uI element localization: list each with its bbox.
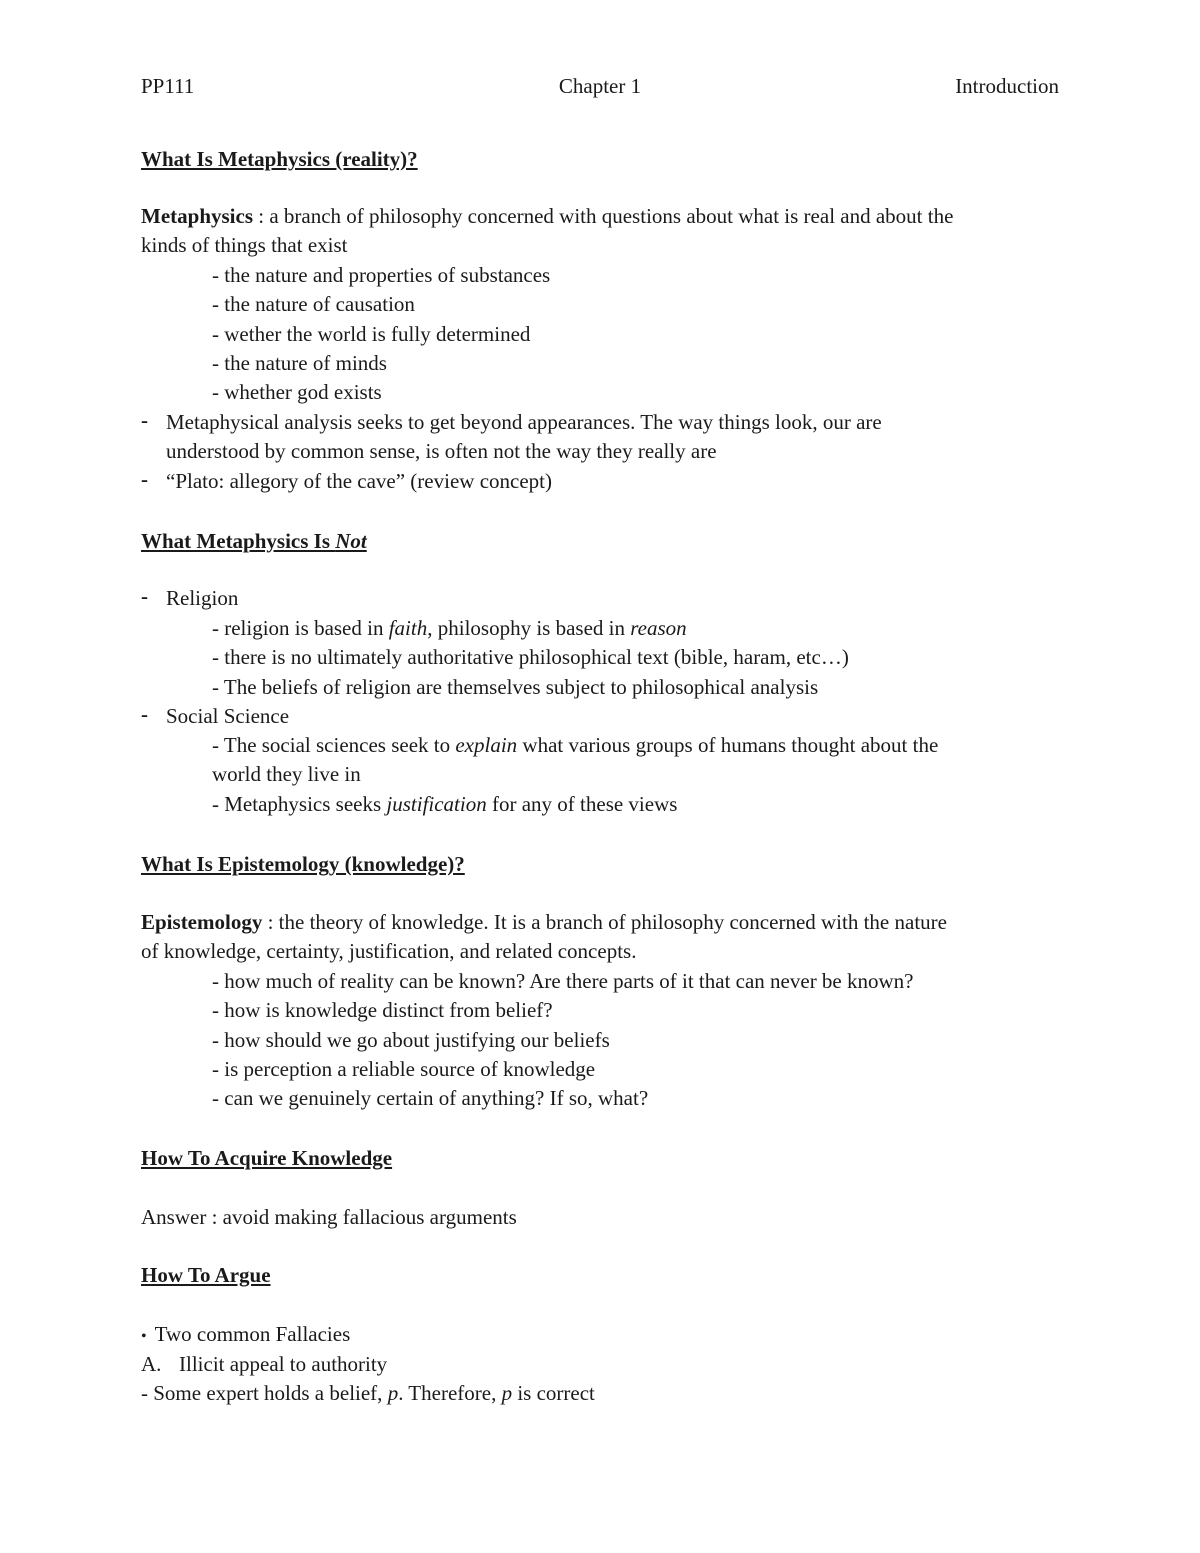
not-section-heading	[141, 527, 367, 555]
social-item-text: for any of these views	[486, 792, 678, 816]
religion-item-text: , philosophy is based in	[427, 616, 631, 640]
page-header	[141, 74, 1059, 102]
not-heading-text: What Metaphysics Is	[141, 529, 336, 553]
metaphysics-heading: What Is Metaphysics (reality)?	[141, 147, 418, 171]
example-text: . Therefore,	[398, 1381, 502, 1405]
religion-item: - The beliefs of religion are themselves subject to philosophical analysis	[212, 675, 819, 699]
acquire-heading: How To Acquire Knowledge	[141, 1146, 393, 1170]
dash-bullet: -	[141, 467, 148, 491]
religion-item	[212, 614, 687, 642]
fallacies-text: Two common Fallacies	[154, 1322, 351, 1346]
religion-item-text: - religion is based in	[212, 616, 389, 640]
epistemology-term: Epistemology	[141, 910, 263, 934]
religion-label: Religion	[166, 586, 239, 610]
social-item-text: - The social sciences seek to	[212, 733, 456, 757]
fallacy-a-line	[141, 1350, 387, 1378]
social-item	[212, 731, 938, 759]
epistemology-item: - how is knowledge distinct from belief?	[212, 998, 553, 1022]
p-variable: p	[501, 1381, 513, 1405]
chapter-label: Chapter 1	[558, 74, 642, 98]
metaphysics-item: - the nature of causation	[212, 292, 415, 316]
epistemology-item: - how should we go about justifying our beliefs	[212, 1028, 610, 1052]
acquire-answer: Answer : avoid making fallacious arguments	[141, 1205, 517, 1229]
social-item-text: what various groups of humans thought about the	[517, 733, 939, 757]
argue-heading: How To Argue	[141, 1263, 271, 1287]
dash-bullet: -	[141, 408, 148, 432]
explain-emphasis: explain	[455, 733, 518, 757]
metaphysics-item: - the nature and properties of substances	[212, 263, 551, 287]
epistemology-heading: What Is Epistemology (knowledge)?	[141, 852, 465, 876]
dash-bullet: -	[141, 584, 148, 608]
fallacy-a-label: A.	[141, 1352, 162, 1376]
not-heading-emphasis: Not	[335, 529, 367, 553]
example-text: - Some expert holds a belief,	[141, 1381, 388, 1405]
metaphysics-definition-line1	[141, 202, 953, 230]
p-variable: p	[387, 1381, 399, 1405]
faith-emphasis: faith	[388, 616, 428, 640]
epistemology-definition-line2: of knowledge, certainty, justification, and related concepts.	[141, 939, 637, 963]
social-item-text: - Metaphysics seeks	[212, 792, 387, 816]
metaphysics-definition-text: : a branch of philosophy concerned with questions about what is real and about the	[253, 204, 954, 228]
fallacies-bullet-line	[141, 1320, 350, 1351]
epistemology-item: - how much of reality can be known? Are there parts of it that can never be known?	[212, 969, 914, 993]
section-label: Introduction	[955, 74, 1059, 98]
epistemology-item: - can we genuinely certain of anything? If so, what?	[212, 1086, 649, 1110]
religion-item: - there is no ultimately authoritative philosophical text (bible, haram, etc…)	[212, 645, 849, 669]
metaphysics-point-line1: Metaphysical analysis seeks to get beyond appearances. The way things look, our are	[166, 410, 882, 434]
metaphysics-item: - whether god exists	[212, 380, 382, 404]
dash-bullet: -	[141, 702, 148, 726]
reason-emphasis: reason	[630, 616, 687, 640]
metaphysics-item: - the nature of minds	[212, 351, 387, 375]
epistemology-definition-text: : the theory of knowledge. It is a branch of philosophy concerned with the nature	[262, 910, 947, 934]
metaphysics-point-line2: understood by common sense, is often not the way they really are	[166, 439, 717, 463]
round-bullet: •	[141, 1328, 147, 1345]
metaphysics-item: - wether the world is fully determined	[212, 322, 531, 346]
course-code: PP111	[141, 74, 195, 98]
metaphysics-term: Metaphysics	[141, 204, 253, 228]
social-item	[212, 790, 677, 818]
plato-point: “Plato: allegory of the cave” (review concept)	[166, 469, 552, 493]
social-item-line2: world they live in	[212, 762, 361, 786]
justification-emphasis: justification	[386, 792, 487, 816]
example-text: is correct	[512, 1381, 595, 1405]
epistemology-definition-line1	[141, 908, 947, 936]
epistemology-item: - is perception a reliable source of knowledge	[212, 1057, 596, 1081]
metaphysics-definition-line2: kinds of things that exist	[141, 233, 348, 257]
fallacy-a-text: Illicit appeal to authority	[179, 1352, 388, 1376]
social-science-label: Social Science	[166, 704, 290, 728]
authority-example	[141, 1379, 595, 1407]
